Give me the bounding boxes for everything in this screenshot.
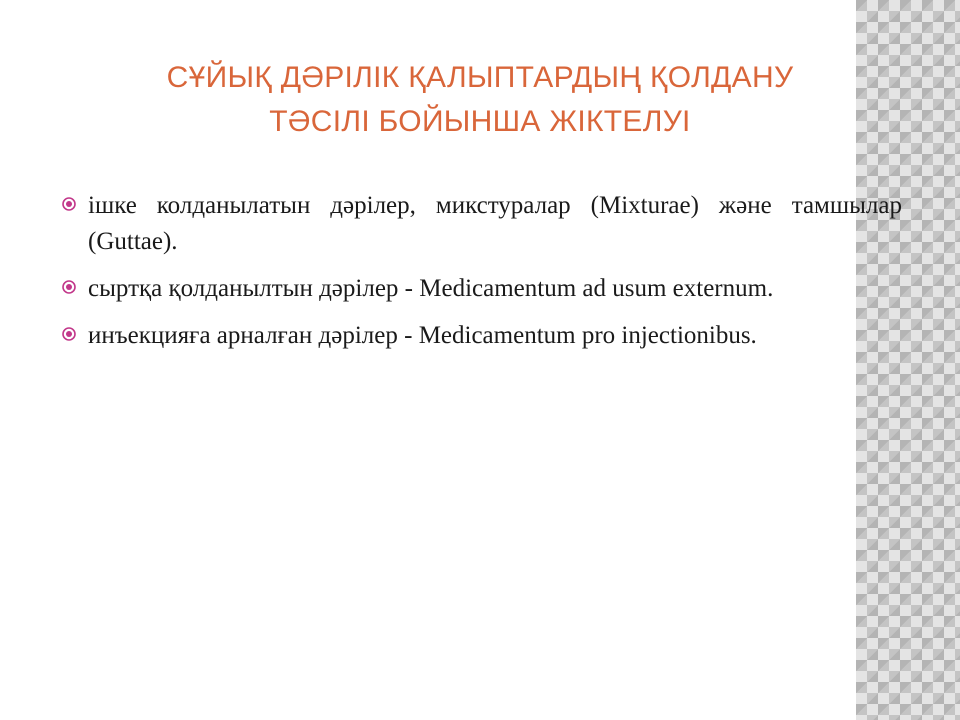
bullet-item bbox=[60, 271, 902, 307]
bullet-text: ішке колданылатын дәрілер, микстуралар (Mixturae) және тамшылар (Guttae). bbox=[88, 192, 902, 255]
bullet-list bbox=[60, 188, 902, 365]
bullet-text: инъекцияға арналған дәрілер - Medicamentum pro injectionibus. bbox=[88, 322, 757, 349]
slide-title bbox=[60, 56, 900, 144]
bullet-item bbox=[60, 318, 902, 354]
circled-dot-icon bbox=[62, 327, 76, 341]
slide-title-line1: СҰЙЫҚ ДӘРІЛІК ҚАЛЫПТАРДЫҢ ҚОЛДАНУ bbox=[166, 61, 794, 94]
bullet-item bbox=[60, 188, 902, 260]
bullet-text: сыртқа қолданылтын дәрілер - Medicamentum ad usum externum. bbox=[88, 275, 774, 302]
circled-dot-icon bbox=[62, 197, 76, 211]
slide-title-line2: ТӘСІЛІ БОЙЫНША ЖІКТЕЛУІ bbox=[269, 105, 691, 138]
circled-dot-icon bbox=[62, 280, 76, 294]
